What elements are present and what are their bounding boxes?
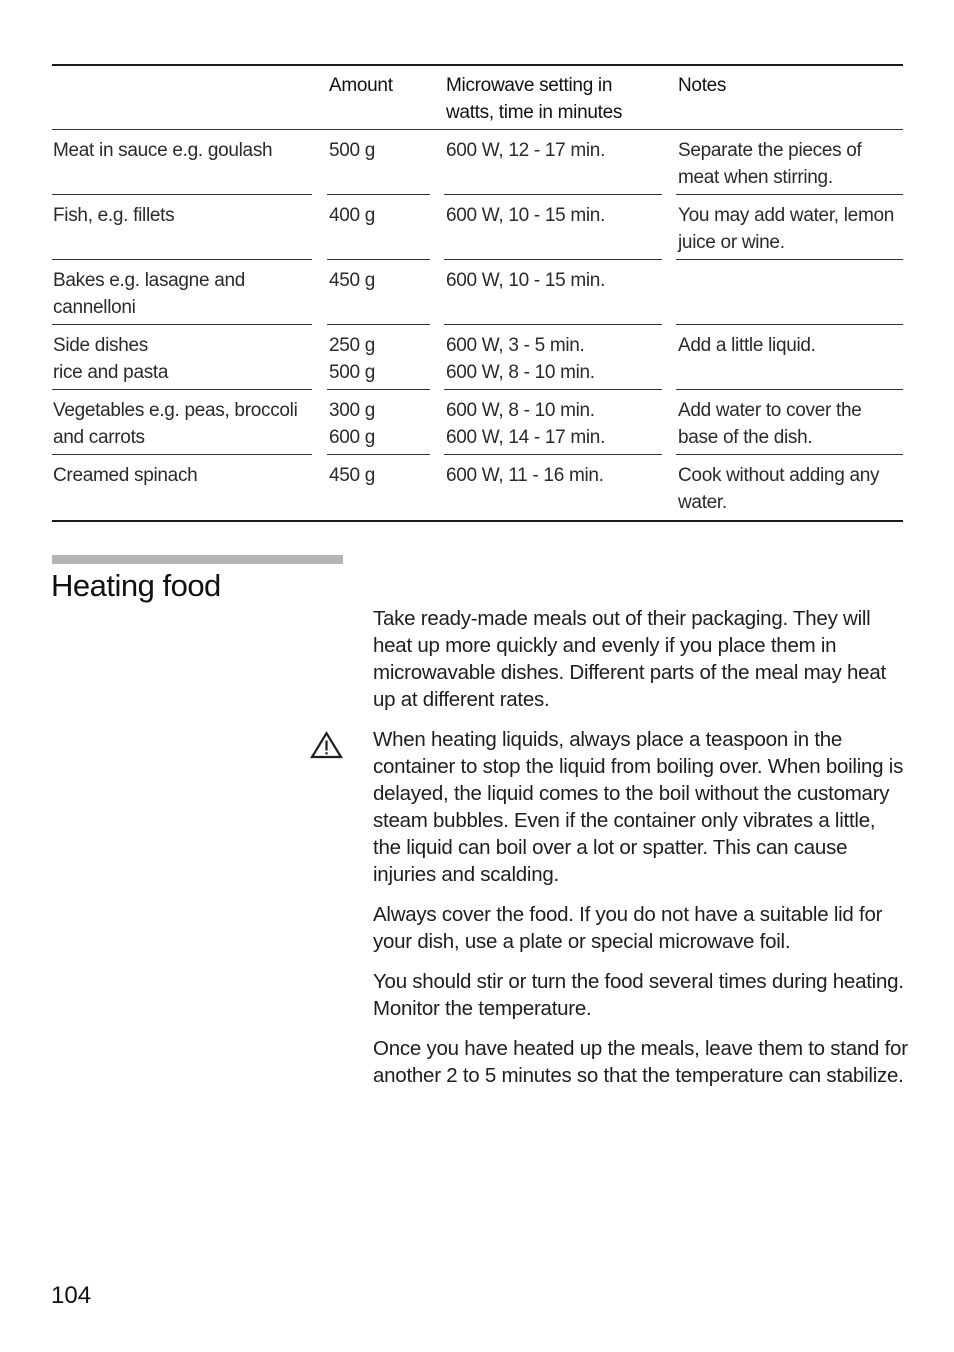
- row-amount: 400 g: [329, 205, 376, 226]
- warning-paragraph: When heating liquids, always place a teaspoon in the container to stop the liquid from boiling over. When boiling is delayed, the liquid comes to the boil without the customary steam bubbles. Even if the container only vibrates a little, the liquid can boil over a lot or spatter. This can cause injuries and scalding.: [373, 728, 904, 886]
- row-food: Fish, e.g. fillets: [53, 205, 175, 226]
- row-setting: 600 W, 3 - 5 min. 600 W, 8 - 10 min.: [446, 335, 595, 383]
- row-notes: Add a little liquid.: [678, 335, 816, 356]
- row-amount: 450 g: [329, 465, 376, 486]
- row-amount: 500 g: [329, 140, 376, 161]
- table-row: [52, 195, 903, 260]
- row-food: Creamed spinach: [53, 465, 198, 486]
- paragraph: Take ready-made meals out of their packaging. They will heat up more quickly and evenly if you place them in microwavable dishes. Different parts of the meal may heat up at different rates.: [373, 607, 886, 711]
- row-notes: [676, 260, 903, 325]
- table-row: [52, 260, 903, 325]
- table-row: [52, 455, 903, 520]
- row-notes: Add water to cover the base of the dish.: [678, 400, 862, 448]
- header-amount: Amount: [329, 75, 393, 96]
- row-notes: Cook without adding any water.: [678, 465, 880, 513]
- warning-triangle-icon: [310, 731, 343, 759]
- table-row: [52, 325, 903, 390]
- row-setting: 600 W, 10 - 15 min.: [446, 205, 606, 226]
- section-body: [373, 605, 908, 1102]
- row-food: Meat in sauce e.g. goulash: [53, 140, 273, 161]
- cooking-table: [52, 64, 903, 522]
- row-setting: 600 W, 11 - 16 min.: [446, 465, 604, 486]
- section-bar: [52, 555, 343, 564]
- paragraph: You should stir or turn the food several times during heating. Monitor the temperature.: [373, 970, 904, 1020]
- table-bottom-rule: [52, 520, 903, 522]
- table-row: [52, 390, 903, 455]
- row-notes: Separate the pieces of meat when stirring.: [678, 140, 862, 188]
- page-number: 104: [51, 1282, 92, 1309]
- row-setting: 600 W, 10 - 15 min.: [446, 270, 606, 291]
- section-title: Heating food: [51, 568, 221, 603]
- header-setting: Microwave setting in watts, time in minutes: [446, 75, 623, 123]
- row-food: Bakes e.g. lasagne and cannelloni: [53, 270, 245, 318]
- table-row: [52, 130, 903, 195]
- row-amount: 450 g: [329, 270, 376, 291]
- row-setting: 600 W, 8 - 10 min. 600 W, 14 - 17 min.: [446, 400, 606, 448]
- row-amount: 300 g 600 g: [329, 400, 376, 448]
- paragraph: Once you have heated up the meals, leave them to stand for another 2 to 5 minutes so that the temperature can stabilize.: [373, 1037, 908, 1087]
- row-notes: You may add water, lemon juice or wine.: [678, 205, 895, 253]
- row-food: Vegetables e.g. peas, broccoli and carrots: [53, 400, 298, 448]
- header-food: [52, 66, 312, 130]
- row-amount: 250 g 500 g: [329, 335, 376, 383]
- paragraph: Always cover the food. If you do not have a suitable lid for your dish, use a plate or special microwave foil.: [373, 903, 883, 953]
- table-header-row: [52, 66, 903, 130]
- row-setting: 600 W, 12 - 17 min.: [446, 140, 606, 161]
- header-notes: Notes: [678, 75, 727, 96]
- row-food: Side dishes rice and pasta: [53, 335, 169, 383]
